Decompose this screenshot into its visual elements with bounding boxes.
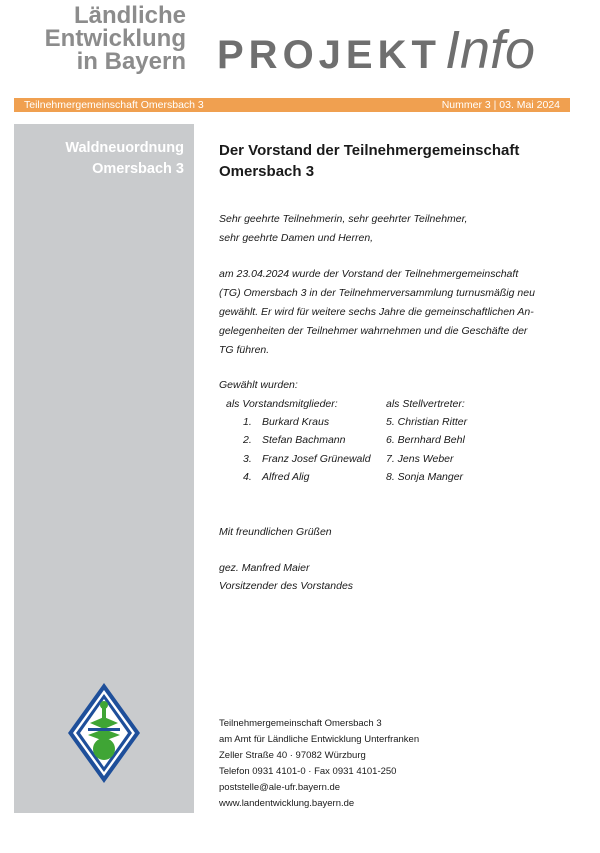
deputy-name: 6. Bernhard Behl — [386, 434, 465, 446]
footer-phone: Telefon 0931 4101-0 · Fax 0931 4101-250 — [219, 766, 397, 777]
deputy-name: 5. Christian Ritter — [386, 416, 468, 428]
projekt-info-masthead — [217, 20, 535, 85]
brand-line: in Bayern — [76, 48, 186, 75]
member-number: 1. — [243, 416, 252, 428]
signature-title: Vorsitzender des Vorstandes — [219, 580, 354, 592]
elected-label: Gewählt wurden: — [219, 379, 298, 391]
sidebar-title-line: Waldneuordnung — [65, 140, 184, 156]
member-number: 3. — [243, 453, 252, 465]
footer-address: Zeller Straße 40 · 97082 Würzburg — [219, 750, 366, 761]
member-name: Stefan Bachmann — [262, 434, 346, 446]
heading-line: Omersbach 3 — [219, 163, 315, 180]
article-heading — [219, 140, 559, 182]
body-line: am 23.04.2024 wurde der Vorstand der Teilnehmergemeinschaft — [219, 268, 519, 280]
header-bar-org: Teilnehmergemeinschaft Omersbach 3 — [24, 99, 204, 111]
member-name: Burkard Kraus — [262, 416, 330, 428]
heading-line: Der Vorstand der Teilnehmergemeinschaft — [219, 142, 520, 159]
body-line: gewählt. Er wird für weitere sechs Jahre die gemeinschaftlichen An- — [219, 306, 534, 318]
member-number: 4. — [243, 471, 252, 483]
masthead-projekt: PROJEKT — [217, 33, 441, 77]
closing: Mit freundlichen Grüßen — [219, 526, 332, 538]
article — [219, 140, 559, 592]
footer-office: am Amt für Ländliche Entwicklung Unterfranken — [219, 734, 420, 745]
greeting — [219, 210, 559, 248]
body-line: TG führen. — [219, 344, 270, 356]
masthead-info: Info — [444, 20, 536, 80]
member-name: Alfred Alig — [262, 471, 310, 483]
greeting-line: sehr geehrte Damen und Herren, — [219, 232, 374, 244]
footer-email[interactable]: poststelle@ale-ufr.bayern.de — [219, 782, 341, 793]
signature-name: gez. Manfred Maier — [219, 562, 310, 574]
members-label: als Vorstandsmitglieder: — [226, 398, 338, 410]
body-paragraph — [219, 265, 559, 360]
greeting-line: Sehr geehrte Teilnehmerin, sehr geehrter Teilnehmer, — [219, 213, 468, 225]
brand-wordmark — [18, 4, 186, 73]
deputies-label: als Stellvertreter: — [386, 398, 465, 410]
sidebar-title — [65, 138, 184, 180]
header-bar — [14, 98, 570, 112]
body-line: (TG) Omersbach 3 in der Teilnehmerversammlung turnusmäßig neu — [219, 287, 535, 299]
header-bar-issue: Nummer 3 | 03. Mai 2024 — [441, 99, 560, 111]
brand-line: Ländliche — [73, 2, 186, 29]
footer-website[interactable]: www.landentwicklung.bayern.de — [219, 798, 355, 809]
deputy-name: 8. Sonja Manger — [386, 471, 464, 483]
body-line: gelegenheiten der Teilnehmer wahrnehmen und die Geschäfte der — [219, 325, 528, 337]
brand-line: Entwicklung — [44, 25, 186, 52]
member-number: 2. — [243, 434, 252, 446]
footer-org: Teilnehmergemeinschaft Omersbach 3 — [219, 718, 382, 729]
contact-footer — [219, 716, 419, 812]
member-name: Franz Josef Grünewald — [262, 453, 371, 465]
sidebar — [14, 124, 194, 813]
deputy-name: 7. Jens Weber — [386, 453, 454, 465]
ale-logo-icon — [66, 681, 142, 785]
sidebar-title-line: Omersbach 3 — [92, 161, 184, 177]
